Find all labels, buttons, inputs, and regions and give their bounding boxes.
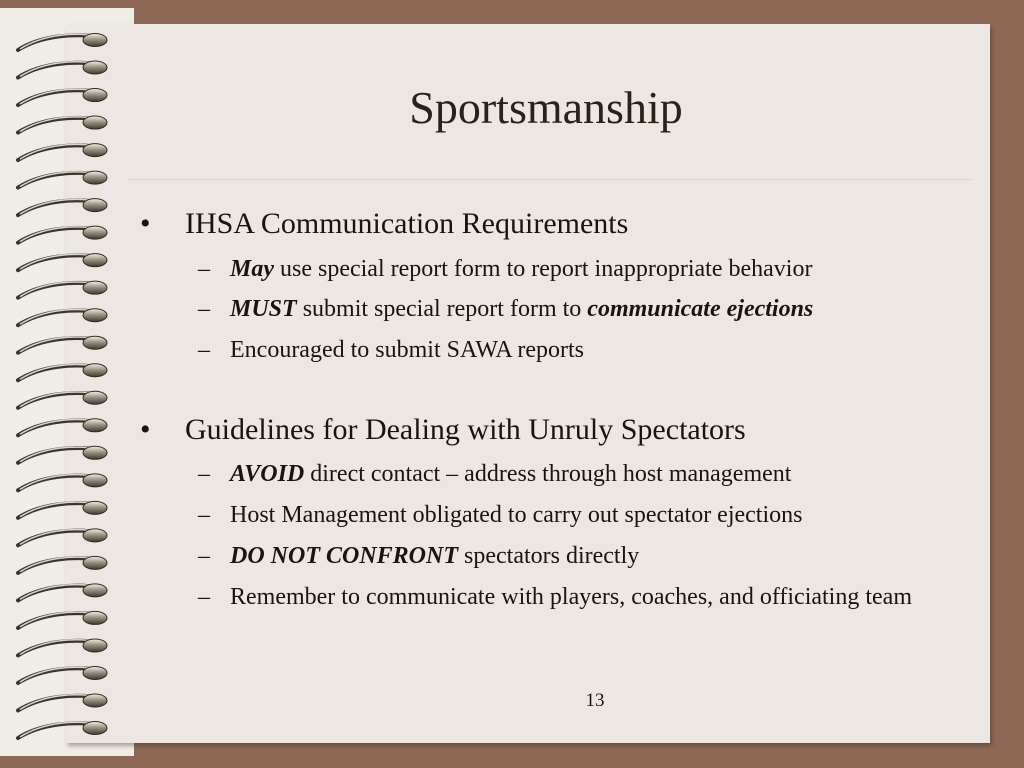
page-number: 13 — [585, 690, 605, 711]
dash-mark: – — [198, 502, 210, 528]
body-text: use special report form to report inappropriate behavior — [274, 256, 813, 282]
emphasis-text: May — [230, 256, 274, 282]
slide-title: Sportsmanship — [409, 82, 683, 133]
sub-item-text: Remember to communicate with players, coaches, and officiating team — [230, 584, 912, 610]
body-text: direct contact – address through host management — [304, 461, 792, 487]
dash-mark: – — [198, 337, 210, 363]
bullet-mark: • — [140, 413, 151, 446]
dash-mark: – — [198, 256, 210, 282]
sub-item-text: Encouraged to submit SAWA reports — [230, 337, 585, 363]
dash-mark: – — [198, 461, 210, 487]
emphasis-text-2: communicate ejections — [587, 296, 814, 322]
dash-mark: – — [198, 543, 210, 569]
body-text: submit special report form to — [296, 296, 588, 322]
emphasis-text: MUST — [230, 296, 297, 322]
sub-item-text — [230, 252, 990, 286]
sub-item-text: Host Management obligated to carry out spectator ejections — [230, 502, 803, 528]
sub-item-text — [230, 292, 990, 326]
emphasis-text: DO NOT CONFRONT — [230, 543, 458, 569]
emphasis-text: AVOID — [230, 461, 305, 487]
bullet-mark: • — [140, 207, 151, 240]
bullet-heading: IHSA Communication Requirements — [185, 207, 629, 240]
sub-item-text — [230, 539, 990, 573]
sub-item-text — [230, 457, 990, 491]
body-text: spectators directly — [458, 543, 640, 569]
dash-mark: – — [198, 584, 210, 610]
dash-mark: – — [198, 296, 210, 322]
bullet-heading: Guidelines for Dealing with Unruly Spectators — [185, 413, 746, 446]
